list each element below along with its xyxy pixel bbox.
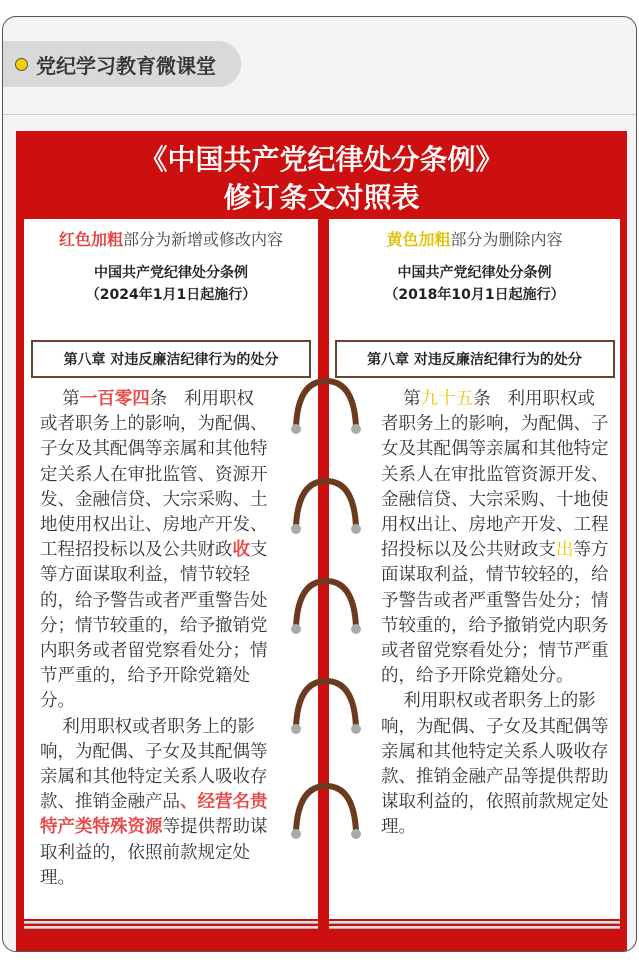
ring-icon: [296, 481, 356, 527]
text-line: [381, 614, 609, 639]
highlighted-text: 收: [232, 540, 250, 561]
highlighted-text: 特产类特殊资源: [40, 817, 163, 838]
text-segment: 定关系人在审批监管、资源开: [40, 464, 268, 485]
page-edge: [329, 926, 620, 929]
text-segment: 工程招投标以及公共财政: [40, 540, 233, 561]
text-segment: 或者留党察看处分；情节严重: [381, 641, 609, 662]
highlighted-text: 、经营名贵: [180, 792, 268, 813]
ring-hole-icon: [351, 624, 361, 634]
text-segment: 节严重的，给予开除党籍处: [40, 666, 250, 687]
text-line: [381, 538, 609, 563]
text-line: [40, 841, 268, 866]
ring-icon: [296, 786, 356, 832]
text-segment: 用权出让、房地产开发、工程: [381, 515, 609, 536]
law-heading: [329, 262, 620, 306]
text-segment: 金融信贷、大宗采购、十地使: [381, 489, 609, 510]
text-segment: 节较重的，给予撤销党内职务: [381, 615, 609, 636]
text-segment: 者职务上的影响，为配偶、子: [381, 414, 609, 435]
ring-hole-icon: [291, 829, 301, 839]
banner-line-2: 修订条文对照表: [223, 181, 420, 214]
new-version-page: [24, 219, 318, 919]
text-line: [40, 563, 268, 588]
text-line: [40, 589, 268, 614]
text-segment: 支: [250, 540, 268, 561]
text-segment: 关系人在审批监管资源开发、: [381, 464, 609, 485]
text-segment: 招投标以及公共财政支: [381, 540, 556, 561]
law-date: （2018年10月1日起施行）: [384, 287, 565, 303]
text-segment: 条 利用职权或: [473, 389, 595, 409]
ring-hole-icon: [351, 724, 361, 734]
text-segment: 条 利用职权: [149, 389, 254, 409]
article-text: [40, 387, 268, 891]
text-line: [40, 866, 268, 891]
text-segment: 的，给予开除党籍处分。: [381, 666, 574, 687]
ring-hole-icon: [291, 724, 301, 734]
text-line: [40, 538, 268, 563]
text-line: [40, 664, 268, 689]
ring-hole-icon: [291, 624, 301, 634]
chapter-box: 第八章 对违反廉洁纪律行为的处分: [31, 340, 311, 378]
page-edge: [329, 921, 620, 924]
ring-icon: [296, 381, 356, 427]
text-line: [381, 412, 609, 437]
legend-note: [329, 227, 620, 250]
text-segment: 女及其配偶等亲属和其他特定: [381, 439, 609, 460]
text-segment: 亲属和其他特定关系人吸收存: [40, 767, 268, 788]
legend-highlight: 黄色加粗: [386, 230, 451, 249]
text-line: [381, 488, 609, 513]
text-segment: 响，为配偶、子女及其配偶等: [381, 716, 609, 737]
legend-text: 部分为删除内容: [450, 230, 563, 249]
dot-icon: [15, 58, 28, 71]
text-line: [40, 689, 268, 714]
text-segment: 等提供帮助谋: [162, 817, 268, 838]
text-segment: 等方面谋取利益，情节较轻: [40, 565, 250, 586]
text-line: [381, 664, 609, 689]
section-title: 党纪学习教育微课堂: [36, 53, 216, 78]
section-header: [3, 41, 241, 87]
text-segment: 的，给予警告或者严重警告处: [40, 590, 268, 611]
article-text: [381, 387, 609, 841]
law-name: 中国共产党纪律处分条例: [94, 265, 248, 281]
text-segment: 面谋取利益，情节较轻的，给: [381, 565, 609, 586]
text-segment: 第: [40, 389, 80, 409]
text-line: [40, 639, 268, 664]
highlighted-text: 一百零四: [79, 389, 150, 409]
text-line: [381, 463, 609, 488]
text-line: [40, 488, 268, 513]
text-line: [40, 513, 268, 538]
text-segment: 取利益的，依照前款规定处: [40, 842, 250, 863]
law-name: 中国共产党纪律处分条例: [397, 265, 552, 281]
legend-text: 部分为新增或修改内容: [123, 230, 284, 249]
text-segment: 子女及其配偶等亲属和其他特: [40, 439, 268, 460]
text-segment: 款、推销金融产品: [40, 792, 180, 813]
text-line: [381, 513, 609, 538]
text-line: [381, 563, 609, 588]
law-date: （2024年1月1日起施行）: [85, 287, 257, 303]
ring-hole-icon: [351, 829, 361, 839]
page-edge: [24, 926, 318, 929]
legend-highlight: 红色加粗: [58, 230, 123, 249]
text-line: [40, 463, 268, 488]
old-version-page: [329, 219, 620, 919]
text-segment: 利用职权或者职务上的影: [40, 716, 255, 737]
text-line: [40, 715, 268, 740]
text-segment: 款、推销金融产品等提供帮助: [381, 767, 609, 788]
content-card: [2, 16, 637, 952]
text-segment: 分。: [40, 691, 75, 712]
ring-hole-icon: [351, 524, 361, 534]
text-line: [40, 437, 268, 462]
text-line: [40, 387, 268, 412]
banner-title: [16, 141, 627, 217]
highlighted-text: 出: [556, 540, 574, 561]
text-segment: 利用职权或者职务上的影: [381, 691, 596, 712]
text-line: [381, 765, 609, 790]
banner-line-1: 《中国共产党纪律处分条例》: [139, 143, 504, 176]
text-segment: 第: [381, 389, 421, 409]
comparison-panel: [16, 131, 627, 951]
text-line: [40, 614, 268, 639]
text-line: [381, 790, 609, 815]
text-segment: 亲属和其他特定关系人吸收存: [381, 741, 609, 762]
text-segment: 理。: [40, 867, 75, 888]
text-line: [381, 815, 609, 840]
text-line: [381, 437, 609, 462]
text-line: [40, 790, 268, 815]
text-segment: 分；情节较重的，给予撤销党: [40, 615, 268, 636]
text-segment: 或者职务上的影响，为配偶、: [40, 414, 268, 435]
text-line: [381, 639, 609, 664]
text-line: [40, 765, 268, 790]
text-line: [381, 689, 609, 714]
text-segment: 地使用权出让、房地产开发、: [40, 515, 268, 536]
text-line: [40, 815, 268, 840]
text-segment: 理。: [381, 817, 416, 838]
chapter-box: 第八章 对违反廉洁纪律行为的处分: [335, 340, 615, 378]
legend-note: [24, 227, 318, 250]
text-segment: 响，为配偶、子女及其配偶等: [40, 741, 268, 762]
text-line: [381, 589, 609, 614]
ring-icon: [296, 581, 356, 627]
ring-hole-icon: [351, 424, 361, 434]
text-segment: 予警告或者严重警告处分；情: [381, 590, 609, 611]
text-segment: 发、金融信贷、大宗采购、土: [40, 489, 268, 510]
text-segment: 谋取利益的，依照前款规定处: [381, 792, 609, 813]
text-line: [381, 740, 609, 765]
divider: [3, 114, 636, 115]
ring-icon: [296, 681, 356, 727]
text-segment: 等方: [573, 540, 609, 561]
text-line: [40, 740, 268, 765]
law-heading: [24, 262, 318, 306]
ring-hole-icon: [291, 424, 301, 434]
text-segment: 内职务或者留党察看处分；情: [40, 641, 268, 662]
ring-hole-icon: [291, 524, 301, 534]
text-line: [40, 412, 268, 437]
highlighted-text: 九十五: [420, 389, 474, 409]
text-line: [381, 387, 609, 412]
binder-rings: [286, 371, 366, 851]
page-edge: [24, 921, 318, 924]
text-line: [381, 715, 609, 740]
